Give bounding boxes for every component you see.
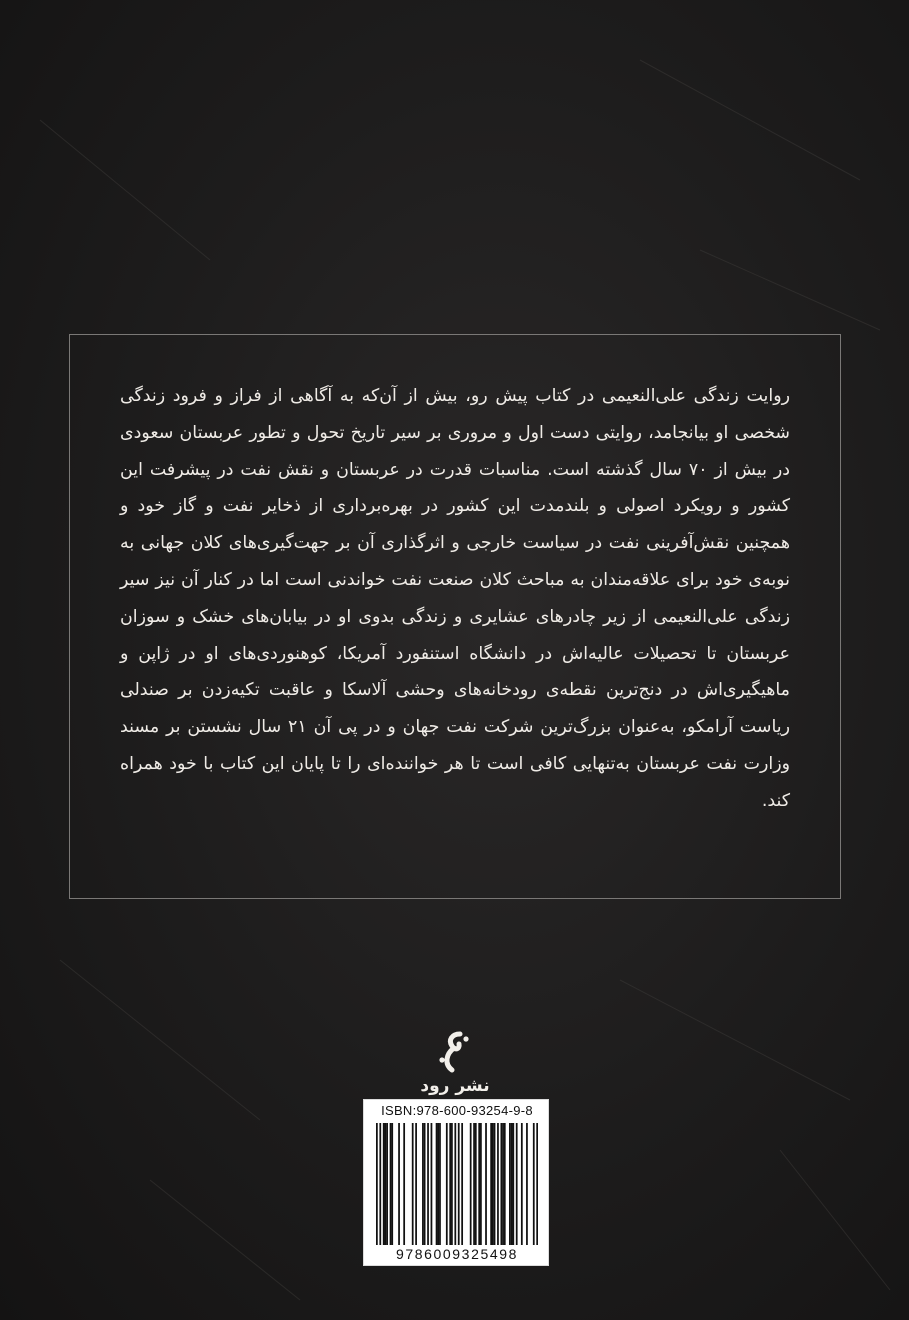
barcode-bar xyxy=(478,1123,480,1245)
barcode-bars xyxy=(376,1123,538,1245)
barcode-bar xyxy=(437,1123,439,1245)
barcode-bar xyxy=(512,1123,514,1245)
barcode-bar xyxy=(422,1123,424,1245)
barcode-bar xyxy=(383,1123,385,1245)
barcode-bar xyxy=(526,1123,528,1245)
barcode-bar xyxy=(390,1123,392,1245)
barcode-bar xyxy=(379,1123,381,1245)
barcode-bar xyxy=(454,1123,456,1245)
barcode-digits: 9786009325498 xyxy=(395,1246,519,1262)
barcode-bar xyxy=(431,1123,433,1245)
barcode-bar xyxy=(473,1123,475,1245)
barcode-bar xyxy=(376,1123,378,1245)
barcode-bar xyxy=(386,1123,388,1245)
barcode-bar xyxy=(521,1123,523,1245)
barcode-bar xyxy=(403,1123,405,1245)
barcode-bar xyxy=(492,1123,494,1245)
barcode-bar xyxy=(415,1123,417,1245)
barcode-bar xyxy=(511,1123,513,1245)
barcode-bar xyxy=(494,1123,496,1245)
barcode-bar xyxy=(504,1123,506,1245)
barcode-bar xyxy=(536,1123,538,1245)
barcode-bar xyxy=(485,1123,487,1245)
barcode-bar xyxy=(500,1123,502,1245)
barcode-bar xyxy=(439,1123,441,1245)
publisher-name: نشر رود xyxy=(420,1076,490,1096)
barcode-bar xyxy=(475,1123,477,1245)
publisher-logo xyxy=(400,1030,510,1096)
barcode-bar xyxy=(391,1123,393,1245)
barcode-bar xyxy=(497,1123,499,1245)
barcode-bar xyxy=(533,1123,535,1245)
barcode-bar xyxy=(385,1123,387,1245)
barcode-bar xyxy=(412,1123,414,1245)
barcode-bar xyxy=(490,1123,492,1245)
barcode-bar xyxy=(461,1123,463,1245)
back-cover-blurb: روایت زندگی علی‌النعیمی در کتاب پیش رو، بیش از آن‌که به آگاهی از فراز و فرود زندگی شخصی او بیانجامد، روایتی دست اول و مروری بر سیر تاریخ تحول و تطور عربستان سعودی در بیش از ۷۰ سال گذشته است. مناسبات قدرت در عربستان و نقش نفت در پیشرفت این کشور و رویکرد اصولی و بلندمدت این کشور در بهره‌برداری از ذخایر نفت و گاز خود و همچنین نقش‌آفرینی نفت در سیاست خارجی و اثرگذاری آن بر جهت‌گیری‌های کلان جهانی به نوبه‌ی خود برای علاقه‌مندان به مباحث کلان صنعت نفت خواندنی است اما در کنار آن نیز سیر زندگی علی‌النعیمی از زیر چادرهای عشایری و زندگی بدوی او در بیابان‌های خشک و سوزان عربستان تا تحصیلات عالیه‌اش در دانشگاه استنفورد آمریکا، کوهنوردی‌های او در ژاپن و ماهیگیری‌اش در دنج‌ترین نقطه‌ی رودخانه‌های وحشی آلاسکا و عاقبت تکیه‌زدن بر صندلی ریاست آرامکو، به‌عنوان بزرگ‌ترین شرکت نفت جهان و در پی آن ۲۱ سال نشستن بر مسند وزارت نفت عربستان به‌تنهایی کافی است تا هر خواننده‌ای را تا پایان این کتاب با خود همراه کند. xyxy=(120,386,790,811)
barcode-bar xyxy=(398,1123,400,1245)
barcode-bar xyxy=(451,1123,453,1245)
rud-publisher-logo-icon xyxy=(430,1030,480,1076)
barcode-bar xyxy=(436,1123,438,1245)
barcode-bar xyxy=(424,1123,426,1245)
isbn-label: ISBN:978-600-93254-9-8 xyxy=(381,1103,533,1118)
isbn-barcode xyxy=(363,1099,549,1266)
barcode-bar xyxy=(516,1123,518,1245)
barcode-bar xyxy=(480,1123,482,1245)
barcode-bar xyxy=(446,1123,448,1245)
barcode-bar xyxy=(470,1123,472,1245)
barcode-bar xyxy=(502,1123,504,1245)
barcode-bar xyxy=(458,1123,460,1245)
barcode-bar xyxy=(449,1123,451,1245)
barcode-bar xyxy=(427,1123,429,1245)
barcode-bar xyxy=(509,1123,511,1245)
